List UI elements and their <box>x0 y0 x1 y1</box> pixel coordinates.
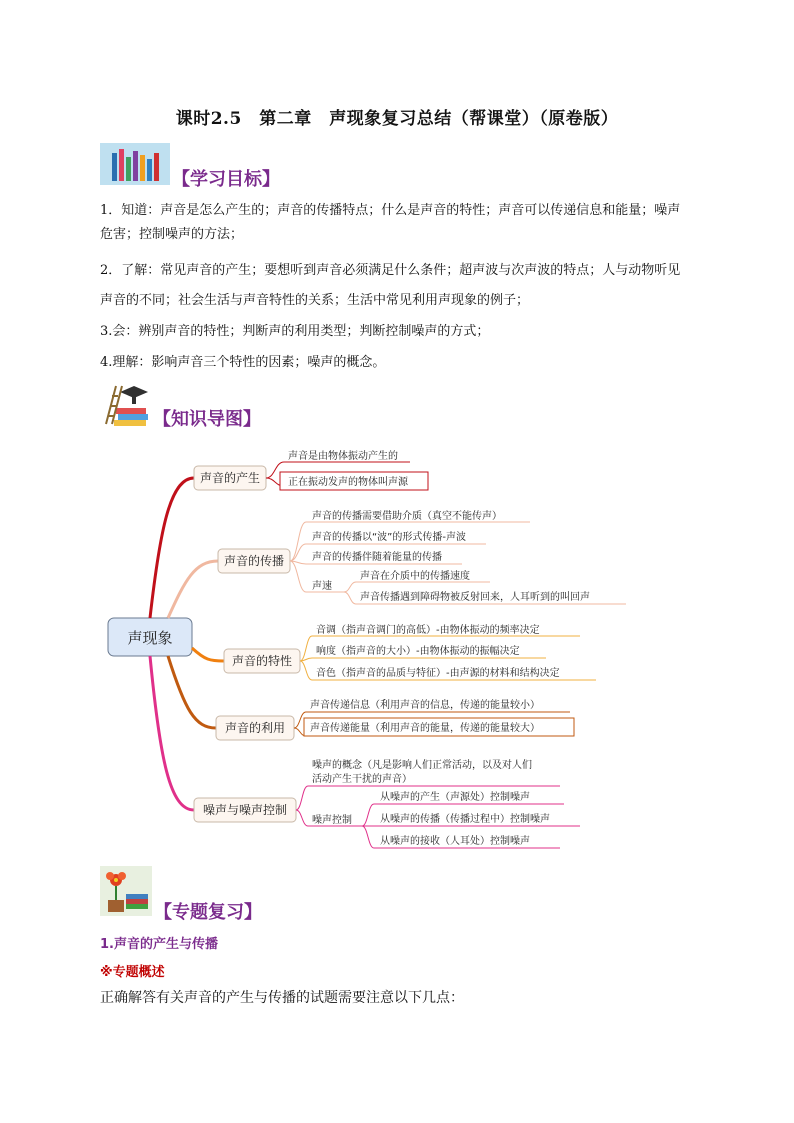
b5-child-1a: 噪声的概念（凡是影响人们正常活动，以及对人们 <box>312 760 532 771</box>
b2-child-2: 声音的传播以“波”的形式传播-声波 <box>312 532 466 543</box>
b2-child-4b: 声音传播遇到障碍物被反射回来，人耳听到的叫回声 <box>360 592 590 603</box>
page-title: 课时2.5 第二章 声现象复习总结（帮课堂）（原卷版） <box>175 109 619 129</box>
branch-3-label: 声音的特性 <box>231 654 293 668</box>
branch-4-label: 声音的利用 <box>224 721 286 735</box>
topic-overview-title: ※专题概述 <box>100 965 165 980</box>
books-icon <box>100 143 170 185</box>
flower-books-icon <box>100 866 152 916</box>
b1-child-2: 正在振动发声的物体叫声源 <box>288 477 408 488</box>
mind-map <box>0 440 794 860</box>
branch-5-label: 噪声与噪声控制 <box>202 803 288 817</box>
mindmap-heading: 【知识导图】 <box>153 409 261 430</box>
objective-2-line2: 声音的不同；社会生活与声音特性的关系；生活中常见利用声现象的例子； <box>100 293 530 308</box>
objectives-heading: 【学习目标】 <box>172 169 280 190</box>
mindmap-root: 声现象 <box>127 629 173 647</box>
b5-child-2: 噪声控制 <box>312 815 352 826</box>
subsection-1-title: 1.声音的产生与传播 <box>100 937 218 952</box>
branch-1-line <box>150 478 194 618</box>
branch-5-line <box>150 656 194 810</box>
b2-child-4a: 声音在介质中的传播速度 <box>360 571 470 582</box>
b2-child-4: 声速 <box>312 581 332 592</box>
b5-child-2b: 从噪声的传播（传播过程中）控制噪声 <box>380 814 550 825</box>
review-heading: 【专题复习】 <box>154 902 262 923</box>
b3-child-3: 音色（指声音的品质与特征）-由声源的材料和结构决定 <box>316 668 560 679</box>
objective-4: 4.理解：影响声音三个特性的因素；噪声的概念。 <box>100 355 386 370</box>
objective-1-line2: 危害；控制噪声的方法； <box>100 227 244 242</box>
b5-child-2c: 从噪声的接收（人耳处）控制噪声 <box>380 836 530 847</box>
b2-child-1: 声音的传播需要借助介质（真空不能传声） <box>312 511 502 522</box>
branch-2-label: 声音的传播 <box>223 554 285 568</box>
b4-child-1: 声音传递信息（利用声音的信息，传递的能量较小） <box>310 700 540 711</box>
branch-3-line <box>192 648 224 661</box>
b3-child-2: 响度（指声音的大小）-由物体振动的振幅决定 <box>316 646 520 657</box>
objective-2-line1: 2．了解：常见声音的产生；要想听到声音必须满足什么条件；超声波与次声波的特点；人与动物听见 <box>100 263 681 278</box>
objective-1-line1: 1．知道：声音是怎么产生的；声音的传播特点；什么是声音的特性；声音可以传递信息和能量；噪声 <box>100 203 681 218</box>
objective-3: 3.会：辨别声音的特性；判断声的利用类型；判断控制噪声的方式； <box>100 324 490 339</box>
b1-child-1: 声音是由物体振动产生的 <box>288 451 398 462</box>
branch-1-label: 声音的产生 <box>199 471 261 485</box>
branch-2-line <box>168 561 218 618</box>
b5-child-2a: 从噪声的产生（声源处）控制噪声 <box>380 792 530 803</box>
b5-child-1b: 活动产生干扰的声音） <box>312 774 412 785</box>
branch-4-line <box>168 656 216 728</box>
review-intro: 正确解答有关声音的产生与传播的试题需要注意以下几点： <box>100 990 464 1006</box>
b2-child-3: 声音的传播伴随着能量的传播 <box>312 552 442 563</box>
b4-child-2: 声音传递能量（利用声音的能量，传递的能量较大） <box>310 723 540 734</box>
b3-child-1: 音调（指声音调门的高低）-由物体振动的频率决定 <box>316 625 540 636</box>
graduation-books-icon <box>100 380 152 428</box>
